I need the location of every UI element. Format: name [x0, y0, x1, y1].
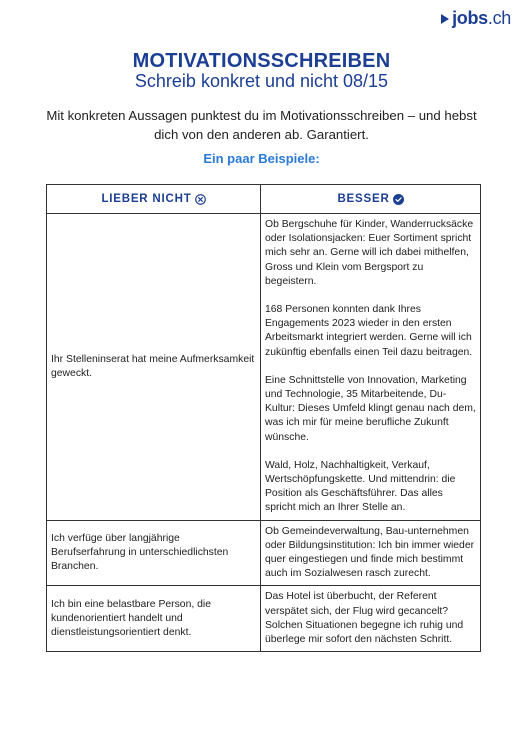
brand-logo[interactable] — [441, 8, 511, 29]
page-title: MOTIVATIONSSCHREIBEN — [132, 50, 391, 72]
header-lieber-nicht — [47, 185, 261, 214]
besser-example: 168 Personen konnten dank Ihres Engagements 2023 wieder in den ersten Arbeitsmarkt integriert werden. Gerne will ich zukünftig ebenfalls einen Teil dazu beitragen. — [265, 304, 473, 358]
lieber-nicht-cell: Ich verfüge über langjährige Berufserfahrung in unterschiedlichsten Branchen. — [47, 520, 261, 586]
comparison-table — [46, 184, 481, 652]
besser-example: Wald, Holz, Nachhaltigkeit, Verkauf, Wertschöpfungskette. Und mittendrin: die Position als Geschäftsführer. Das alles spricht mich an Ihrer Stelle an. — [265, 459, 456, 514]
header-left-label: LIEBER NICHT — [101, 193, 192, 205]
logo-text: jobs.ch — [452, 8, 511, 28]
besser-example: Ob Gemeindeverwaltung, Bau-unternehmen oder Bildungsinstitution: Ich bin immer wieder quer eingestiegen und finde mich bestimmt auch im Sozialwesen rasch zurecht. — [265, 525, 475, 580]
circle-check-icon — [393, 194, 404, 205]
play-arrow-icon — [441, 14, 449, 24]
header-besser — [261, 185, 481, 214]
besser-cell — [261, 586, 481, 652]
examples-heading: Ein paar Beispiele: — [203, 151, 320, 166]
besser-example: Ob Bergschuhe für Kinder, Wanderrucksäcke oder Isolationsjacken: Euer Sortiment spricht mich sehr an. Gerne will ich dabei mithelfen, Gross und Klein vom Bergsport zu begeistern. — [265, 219, 474, 287]
lieber-nicht-cell: Ich bin eine belastbare Person, die kundenorientiert handelt und dienstleistungsorientiert denkt. — [47, 586, 261, 652]
table-row — [47, 520, 481, 586]
besser-example: Das Hotel ist überbucht, der Referent verspätet sich, der Flug wird gecancelt? Solchen Situationen begegne ich ruhig und überlege mir sofort den nächsten Schritt. — [265, 591, 464, 646]
lieber-nicht-cell: Ihr Stelleninserat hat meine Aufmerksamkeit geweckt. — [47, 214, 261, 521]
header-right-label: BESSER — [337, 193, 390, 205]
table-row — [47, 214, 481, 521]
besser-example: Eine Schnittstelle von Innovation, Marketing und Technologie, 35 Mitarbeitende, Du-Kultur: Dieses Umfeld klingt genau nach dem, was ich mir für meine berufliche Zukunft wünsche. — [265, 374, 476, 443]
page-subtitle: Schreib konkret und nicht 08/15 — [134, 71, 389, 91]
table-row — [47, 586, 481, 652]
intro-text: Mit konkreten Aussagen punktest du im Motivationsschreiben – und hebst dich von den anderen ab. Garantiert. — [46, 108, 477, 142]
besser-cell — [261, 520, 481, 586]
circle-x-icon — [195, 194, 206, 205]
besser-cell — [261, 214, 481, 521]
table-header-row — [47, 185, 481, 214]
